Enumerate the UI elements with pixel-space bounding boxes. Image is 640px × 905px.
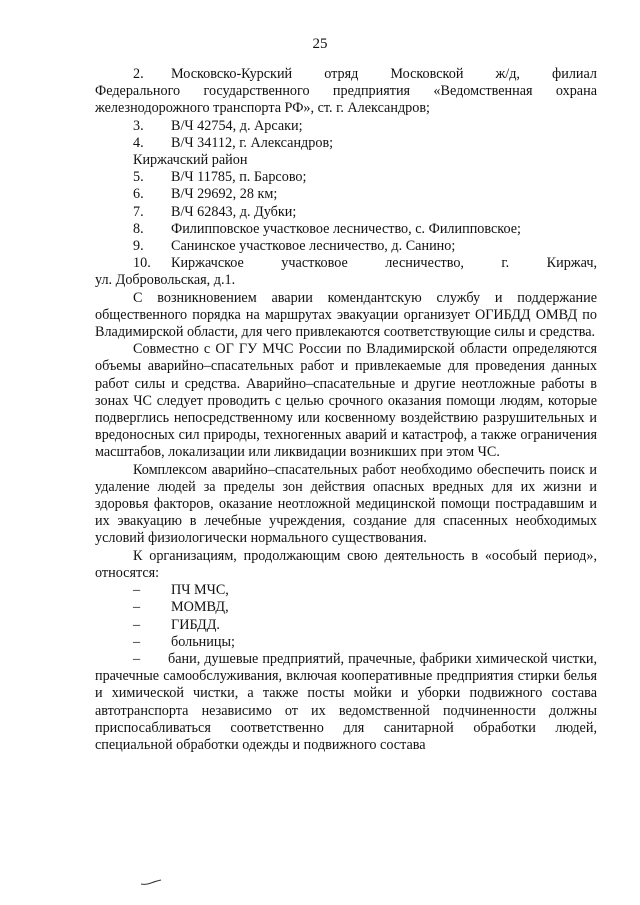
list-item-number: 9.	[133, 238, 144, 255]
list-item	[95, 169, 597, 186]
dash-list-text: МОМВД,	[171, 599, 229, 616]
list-item-number: 2.	[133, 66, 144, 82]
list-item-number: 7.	[133, 203, 144, 220]
list-item-continuation: Федерального государственного предприятия «Ведомственная охрана железнодорожного транспорта РФ», ст. г. Александров;	[95, 83, 597, 117]
paragraph: К организациям, продолжающим свою деятельность в «особый период», относятся:	[95, 547, 597, 581]
list-item-text: Филипповское участковое лесничество, с. Филипповское;	[171, 220, 521, 237]
dash-list-text: ПЧ МЧС,	[171, 582, 229, 599]
signature-mark	[140, 878, 162, 886]
dash-list-item	[95, 634, 597, 651]
dash-bullet: –	[133, 650, 141, 667]
dash-bullet: –	[133, 582, 141, 599]
list-item-number: 5.	[133, 169, 144, 186]
list-item-text: Московско-Курский отряд Московской ж/д, филиал	[171, 66, 597, 82]
list-item	[95, 186, 597, 203]
dash-list-item	[95, 582, 597, 599]
paragraph: Совместно с ОГ ГУ МЧС России по Владимирской области определяются объемы аварийно–спасательных работ и привлекаемые для проведения данных работ силы и средства. Аварийно–спасательные и другие неотложные работы в зонах ЧС следует проводить с целью срочного оказания помощи людям, которые подверглись непосредственному или косвенному воздействию разрушительных и вредоносных сил природы, техногенных аварий и катастроф, а также ограничения масштабов, локализации или ликвидации возникших при этом ЧС.	[95, 341, 597, 461]
paragraph: Комплексом аварийно–спасательных работ необходимо обеспечить поиск и удаление людей за пределы зон действия опасных вредных для их жизни и здоровья факторов, оказание неотложной медицинской помощи пострадавшим и их эвакуацию в лечебные учреждения, создание для спасенных необходимых условий физиологически нормального существования.	[95, 461, 597, 547]
document-body	[95, 66, 597, 754]
list-item-number: 6.	[133, 186, 144, 203]
dash-list-item	[95, 617, 597, 634]
list-item	[95, 135, 597, 152]
list-item	[95, 204, 597, 221]
list-item	[95, 66, 597, 83]
dash-paragraph	[95, 651, 597, 754]
dash-bullet: –	[133, 616, 141, 633]
list-item-number: 3.	[133, 117, 144, 134]
dash-bullet: –	[133, 599, 141, 616]
list-item-continuation: ул. Добровольская, д.1.	[95, 272, 236, 289]
page-number: 25	[312, 36, 328, 52]
list-item	[95, 238, 597, 255]
dash-list-text: больницы;	[171, 633, 235, 650]
list-item	[95, 221, 597, 238]
dash-list-text: ГИБДД.	[171, 616, 220, 633]
list-item-text: Киржачское участковое лесничество, г. Киржач,	[171, 255, 597, 272]
list-item-text: В/Ч 29692, 28 км;	[171, 186, 278, 203]
list-item-text: В/Ч 11785, п. Барсово;	[171, 169, 307, 186]
list-item-text: В/Ч 34112, г. Александров;	[171, 134, 334, 151]
paragraph: С возникновением аварии комендантскую службу и поддержание общественного порядка на маршрутах эвакуации организует ОГИБДД ОМВД по Владимирской области, для чего привлекаются соответствующие силы и средства.	[95, 289, 597, 341]
list-item-text: В/Ч 62843, д. Дубки;	[171, 203, 297, 220]
list-item-number: 8.	[133, 220, 144, 237]
list-item-text: Санинское участковое лесничество, д. Санино;	[171, 238, 456, 255]
list-item	[95, 255, 597, 272]
list-item-number: 4.	[133, 134, 144, 151]
list-item-number: 10.	[133, 255, 151, 272]
dash-bullet: –	[133, 633, 141, 650]
list-item	[95, 118, 597, 135]
dash-list-item	[95, 599, 597, 616]
region-heading: Киржачский район	[133, 152, 248, 169]
list-item-text: В/Ч 42754, д. Арсаки;	[171, 117, 303, 134]
dash-paragraph-text: бани, душевые предприятий, прачечные, фабрики химической чистки, прачечные самообслуживания, включая кооперативные предприятия стирки белья и химической чистки, а также посты мойки и уборки подвижного состава автотранспорта независимо от их ведомственной подчиненности должны приспосабливаться соответственно для санитарной обработки людей, специальной обработки одежды и подвижного состава	[95, 650, 597, 753]
